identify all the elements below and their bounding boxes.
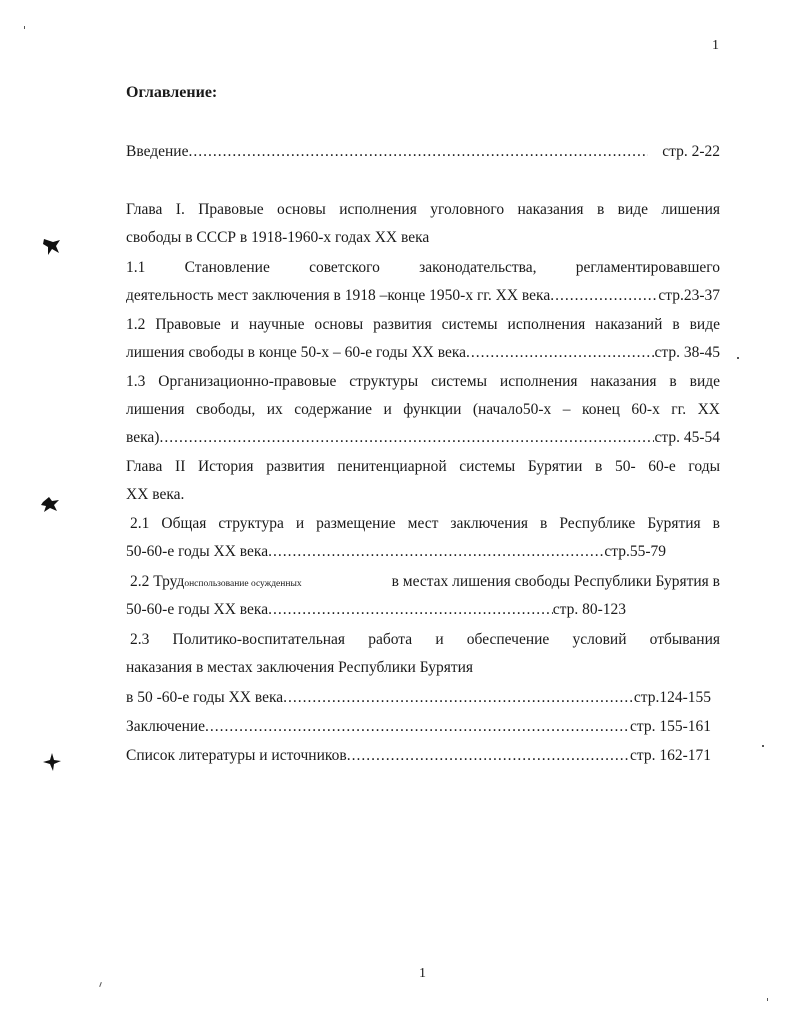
toc-entry-s1-1[interactable] — [126, 286, 720, 306]
toc-s1-2-line1[interactable]: 1.2 Правовые и научные основы развития системы исполнения наказаний в виде — [126, 316, 720, 333]
toc-entry-s2-3[interactable] — [126, 688, 711, 708]
binding-mark-icon — [42, 236, 62, 256]
toc-s1-2-line2: лишения свободы в конце 50-х – 60-е годы XX века — [126, 344, 467, 361]
toc-entry-bibliography[interactable] — [126, 746, 711, 766]
toc-chapter2-line1[interactable]: Глава II История развития пенитенциарной системы Бурятии в 50- 60-е годы — [126, 458, 720, 475]
toc-entry-conclusion[interactable] — [126, 717, 711, 737]
toc-s2-2-line1[interactable] — [130, 572, 720, 594]
page-number-bottom: 1 — [419, 966, 426, 981]
toc-s1-3-line1[interactable]: 1.3 Организационно-правовые структуры системы исполнения наказания в виде — [126, 373, 720, 390]
scan-speck — [737, 357, 739, 359]
binding-mark-icon — [42, 752, 62, 772]
toc-leader-dots — [205, 717, 630, 737]
toc-bibliography-ref: стр. 162-171 — [629, 747, 711, 764]
toc-s2-1-ref: стр.55-79 — [604, 543, 666, 560]
toc-s1-3-ref: стр. 45-54 — [654, 429, 720, 446]
toc-entry-s1-2[interactable] — [126, 343, 720, 363]
toc-leader-dots — [159, 428, 654, 448]
toc-s1-3-line2[interactable]: лишения свободы, их содержание и функции (начало50-х – конец 60-х гг. XX — [126, 401, 720, 418]
toc-entry-intro[interactable] — [126, 142, 720, 162]
toc-s2-3-line2[interactable]: наказания в местах заключения Республики Бурятия — [126, 659, 474, 676]
toc-conclusion-ref: стр. 155-161 — [629, 718, 711, 735]
toc-intro-label: Введение — [126, 143, 189, 160]
toc-intro-ref: стр. 2-22 — [662, 143, 720, 160]
toc-leader-dots — [268, 600, 553, 620]
toc-leader-dots — [550, 286, 658, 306]
scan-speck — [24, 26, 25, 29]
scan-speck — [767, 998, 768, 1001]
toc-leader-dots — [347, 746, 630, 766]
toc-leader-dots — [283, 688, 634, 708]
toc-entry-s2-2[interactable] — [126, 600, 626, 620]
toc-s2-3-line1[interactable]: 2.3 Политико-воспитательная работа и обеспечение условий отбывания — [130, 631, 720, 648]
toc-s2-2-ref: стр. 80-123 — [552, 601, 626, 618]
scan-speck — [99, 982, 102, 987]
scan-speck — [762, 745, 764, 747]
toc-s1-2-ref: стр. 38-45 — [654, 344, 720, 361]
toc-title: Оглавление: — [126, 84, 218, 101]
toc-bibliography-label: Список литературы и источников — [126, 747, 347, 764]
toc-s2-1-line1[interactable]: 2.1 Общая структура и размещение мест заключения в Республике Бурятия в — [130, 515, 720, 532]
toc-s1-1-line1[interactable]: 1.1 Становление советского законодательства, регламентировавшего — [126, 259, 720, 276]
toc-chapter2-line2[interactable]: XX века. — [126, 486, 185, 503]
toc-chapter1-line2[interactable]: свободы в СССР в 1918-1960-х годах XX века — [126, 229, 430, 246]
toc-leader-dots — [188, 142, 648, 162]
toc-leader-dots — [466, 343, 654, 363]
toc-s2-1-line2: 50-60-е годы XX века — [126, 543, 269, 560]
toc-entry-s1-3[interactable] — [126, 428, 720, 448]
toc-entry-s2-1[interactable] — [126, 542, 666, 562]
toc-s2-2-text-b: в местах лишения свободы Республики Бурятия в — [391, 573, 720, 590]
binding-mark-icon — [40, 494, 60, 514]
toc-s2-2-text-small: онспользование осужденных — [184, 579, 302, 589]
toc-conclusion-label: Заключение — [126, 718, 206, 735]
toc-s1-3-line3: века) — [126, 429, 160, 446]
toc-s2-2-text-a: 2.2 Труд — [130, 573, 185, 590]
toc-s2-2-line2: 50-60-е годы XX века — [126, 601, 269, 618]
page-number-top: 1 — [712, 38, 719, 53]
toc-s1-1-ref: стр.23-37 — [658, 287, 720, 304]
toc-s2-3-line3: в 50 -60-е годы XX века — [126, 689, 284, 706]
toc-s2-3-ref: стр.124-155 — [633, 689, 711, 706]
toc-leader-dots — [268, 542, 604, 562]
toc-s1-1-line2: деятельность мест заключения в 1918 –конце 1950-х гг. XX века — [126, 287, 551, 304]
toc-chapter1-line1[interactable]: Глава I. Правовые основы исполнения уголовного наказания в виде лишения — [126, 201, 720, 218]
